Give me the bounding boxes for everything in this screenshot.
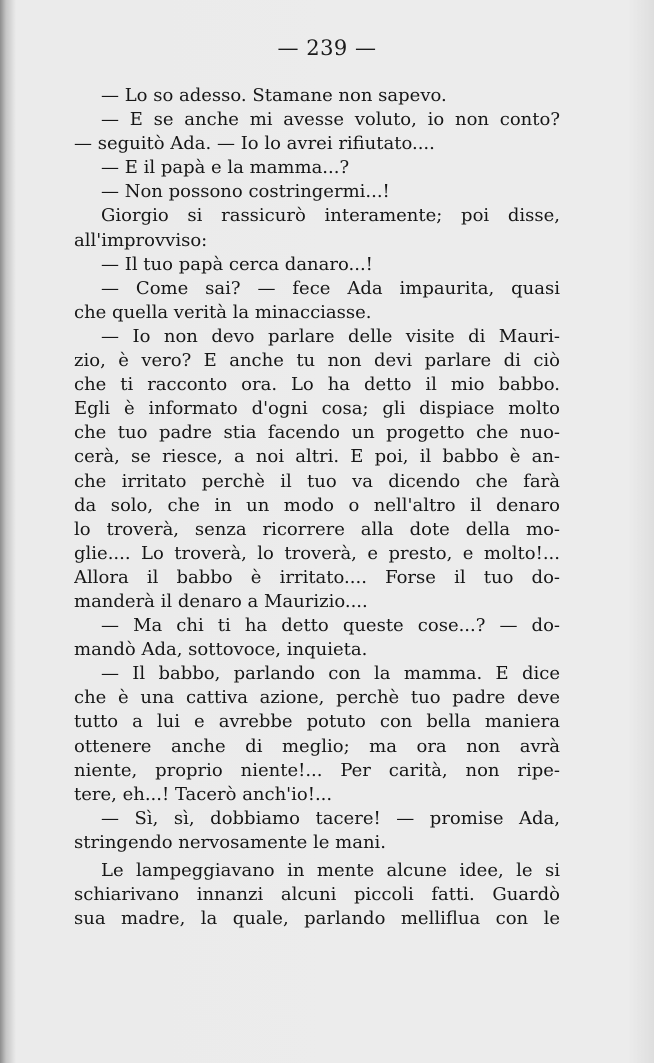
- text-line: — Come sai? — fece Ada impaurita, quasi: [101, 277, 560, 299]
- text-line: zio, è vero? E anche tu non devi parlare di ciò: [74, 350, 560, 372]
- text-line: che tuo padre stia facendo un progetto che nuo-: [74, 422, 560, 444]
- text-line: — Non possono costringermi...!: [101, 181, 390, 203]
- text-line: Egli è informato d'ogni cosa; gli dispiace molto: [74, 398, 560, 420]
- text-line: — E se anche mi avesse voluto, io non conto?: [101, 109, 560, 131]
- text-line: che è una cattiva azione, perchè tuo padre deve: [74, 687, 560, 709]
- text-line: manderà il denaro a Maurizio....: [74, 590, 368, 612]
- page-number: — 239 —: [277, 36, 377, 60]
- text-line: ottenere anche di meglio; ma ora non avrà: [74, 735, 560, 757]
- text-line: — Ma chi ti ha detto queste cose...? — do-: [101, 615, 560, 637]
- text-line: Le lampeggiavano in mente alcune idee, le si: [101, 860, 560, 881]
- text-line: da solo, che in un modo o nell'altro il denaro: [74, 494, 560, 516]
- text-line: che irritato perchè il tuo va dicendo che farà: [74, 470, 560, 492]
- text-line: niente, proprio niente!... Per carità, non ripe-: [74, 759, 560, 781]
- text-line: all'improvviso:: [74, 229, 208, 251]
- text-line: tere, eh...! Tacerò anch'io!...: [74, 783, 333, 805]
- text-line: — Il tuo papà cerca danaro...!: [101, 253, 373, 275]
- text-line: mandò Ada, sottovoce, inquieta.: [74, 639, 368, 661]
- text-line: sua madre, la quale, parlando melliflua con le: [74, 908, 560, 930]
- text-line: — Io non devo parlare delle visite di Mauri-: [101, 325, 560, 347]
- body-text: [74, 84, 560, 931]
- text-line: — E il papà e la mamma...?: [101, 157, 350, 179]
- text-line: lo troverà, senza ricorrere alla dote della mo-: [74, 518, 560, 540]
- text-line: — Lo so adesso. Stamane non sapevo.: [101, 85, 447, 106]
- text-line: cerà, se riesce, a noi altri. E poi, il babbo è an-: [74, 446, 560, 468]
- text-line: — Il babbo, parlando con la mamma. E dice: [101, 663, 560, 685]
- text-line: Allora il babbo è irritato.... Forse il tuo do-: [74, 566, 560, 588]
- text-line: stringendo nervosamente le mani.: [74, 831, 387, 853]
- text-line: — seguitò Ada. — Io lo avrei rifiutato....: [74, 133, 435, 155]
- text-line: — Sì, sì, dobbiamo tacere! — promise Ada,: [101, 807, 560, 829]
- text-line: che ti racconto ora. Lo ha detto il mio babbo.: [74, 374, 560, 396]
- text-line: tutto a lui e avrebbe potuto con bella maniera: [74, 711, 560, 733]
- text-line: schiarivano innanzi alcuni piccoli fatti. Guardò: [74, 884, 560, 906]
- text-line: Giorgio si rassicurò interamente; poi disse,: [101, 205, 560, 227]
- text-line: glie.... Lo troverà, lo troverà, e presto, e molto!...: [74, 542, 560, 564]
- text-line: che quella verità la minacciasse.: [74, 301, 372, 323]
